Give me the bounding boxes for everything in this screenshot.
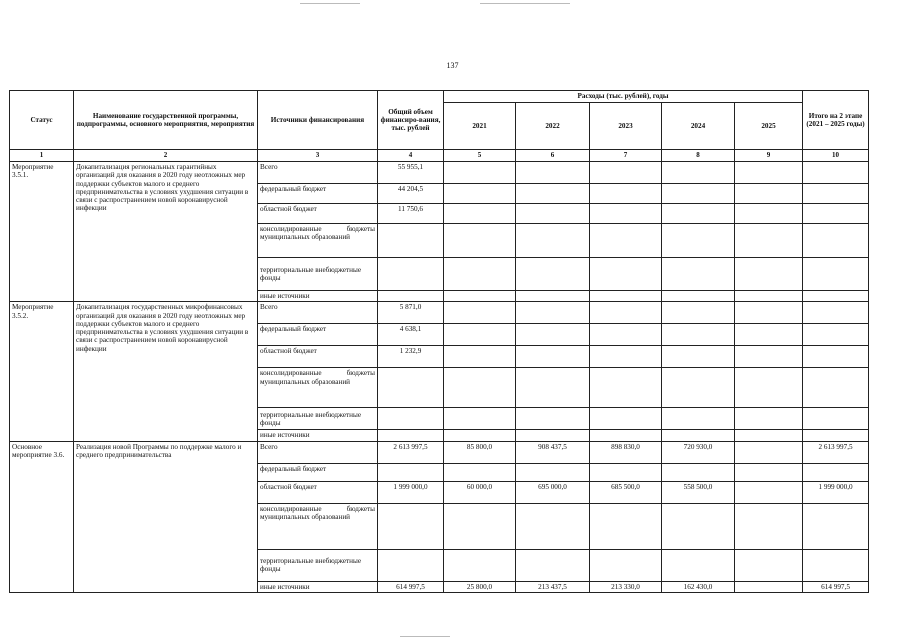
column-numbers-row (10, 150, 869, 162)
source-cell: территориальные внебюджетные фонды (258, 549, 378, 581)
header-total: Общий объем финансиро-вания, тыс. рублей (378, 91, 444, 150)
year-2021-cell (444, 549, 516, 581)
stage-total-cell (803, 368, 869, 408)
source-cell: иные источники (258, 581, 378, 592)
source-cell: федеральный бюджет (258, 463, 378, 481)
total-cell (378, 408, 444, 430)
stage-total-cell (803, 463, 869, 481)
table-row (10, 302, 869, 324)
year-2022-cell (516, 503, 590, 549)
year-2023-cell (590, 346, 662, 368)
year-2024-cell (662, 224, 735, 258)
column-number: 10 (803, 150, 869, 162)
stage-total-cell (803, 291, 869, 302)
year-2023-cell (590, 503, 662, 549)
year-2022-cell (516, 224, 590, 258)
total-cell: 614 997,5 (378, 581, 444, 592)
stage-total-cell (803, 162, 869, 184)
year-2022-cell (516, 302, 590, 324)
year-2024-cell (662, 302, 735, 324)
year-2021-cell (444, 408, 516, 430)
year-2021-cell (444, 503, 516, 549)
year-2021-cell (444, 162, 516, 184)
year-2023-cell (590, 549, 662, 581)
year-2024-cell (662, 368, 735, 408)
year-2021-cell: 60 000,0 (444, 481, 516, 503)
header-year-2022: 2022 (516, 102, 590, 149)
source-cell: областной бюджет (258, 346, 378, 368)
source-cell: областной бюджет (258, 204, 378, 224)
year-2025-cell (735, 184, 803, 204)
year-2021-cell (444, 291, 516, 302)
name-cell: Докапитализация государственных микрофинансовых организаций для оказания в 2020 году неотложных мер поддержки субъектов малого и среднего предпринимательства в условиях ухудшения ситуации в связи с распространением новой коронавирусной инфекции (74, 302, 258, 441)
year-2024-cell: 720 930,0 (662, 441, 735, 463)
year-2023-cell (590, 430, 662, 441)
stage-total-cell (803, 324, 869, 346)
year-2024-cell (662, 291, 735, 302)
source-cell: территориальные внебюджетные фонды (258, 258, 378, 291)
stage-total-cell (803, 224, 869, 258)
scan-artifact (400, 636, 450, 637)
total-cell (378, 368, 444, 408)
page-number: 137 (446, 61, 459, 70)
total-cell (378, 291, 444, 302)
source-cell: иные источники (258, 430, 378, 441)
year-2024-cell (662, 463, 735, 481)
status-cell: Основное мероприятие 3.6. (10, 441, 74, 592)
source-cell: иные источники (258, 291, 378, 302)
source-cell: территориальные внебюджетные фонды (258, 408, 378, 430)
stage-total-cell (803, 430, 869, 441)
year-2025-cell (735, 408, 803, 430)
name-cell: Докапитализация региональных гарантийных организаций для оказания в 2020 году неотложных мер поддержки субъектов малого и среднего предпринимательства в условиях ухудшения ситуации в связи с распространением новой коронавирусной инфекции (74, 162, 258, 302)
year-2023-cell: 898 830,0 (590, 441, 662, 463)
column-number: 6 (516, 150, 590, 162)
year-2021-cell (444, 204, 516, 224)
header-name: Наименование государственной программы, подпрограммы, основного мероприятия, мероприятия (74, 91, 258, 150)
column-number: 8 (662, 150, 735, 162)
table-row (10, 441, 869, 463)
year-2025-cell (735, 162, 803, 184)
year-2022-cell: 213 437,5 (516, 581, 590, 592)
column-number: 2 (74, 150, 258, 162)
column-number: 4 (378, 150, 444, 162)
total-cell (378, 430, 444, 441)
year-2024-cell (662, 549, 735, 581)
year-2021-cell (444, 184, 516, 204)
year-2025-cell (735, 463, 803, 481)
year-2024-cell (662, 162, 735, 184)
year-2023-cell (590, 204, 662, 224)
year-2022-cell (516, 549, 590, 581)
total-cell: 4 638,1 (378, 324, 444, 346)
year-2024-cell: 162 430,0 (662, 581, 735, 592)
source-cell: Всего (258, 441, 378, 463)
year-2024-cell (662, 503, 735, 549)
source-cell: консолидированные бюджеты муниципальных образований (258, 368, 378, 408)
year-2024-cell (662, 258, 735, 291)
year-2021-cell (444, 258, 516, 291)
year-2022-cell (516, 162, 590, 184)
stage-total-cell (803, 346, 869, 368)
year-2023-cell (590, 162, 662, 184)
name-cell: Реализация новой Программы по поддержке малого и среднего предпринимательства (74, 441, 258, 592)
column-number: 7 (590, 150, 662, 162)
total-cell (378, 463, 444, 481)
year-2022-cell (516, 408, 590, 430)
stage-total-cell (803, 204, 869, 224)
year-2022-cell (516, 324, 590, 346)
year-2022-cell (516, 258, 590, 291)
stage-total-cell: 614 997,5 (803, 581, 869, 592)
year-2023-cell (590, 258, 662, 291)
source-cell: областной бюджет (258, 481, 378, 503)
financing-table (9, 90, 869, 593)
year-2025-cell (735, 549, 803, 581)
source-cell: федеральный бюджет (258, 324, 378, 346)
header-year-2025: 2025 (735, 102, 803, 149)
year-2025-cell (735, 368, 803, 408)
header-year-2023: 2023 (590, 102, 662, 149)
stage-total-cell (803, 549, 869, 581)
column-number: 3 (258, 150, 378, 162)
year-2025-cell (735, 430, 803, 441)
year-2022-cell (516, 346, 590, 368)
header-expenses: Расходы (тыс. рублей), годы (444, 91, 803, 103)
total-cell: 1 232,9 (378, 346, 444, 368)
stage-total-cell (803, 503, 869, 549)
total-cell (378, 258, 444, 291)
total-cell: 2 613 997,5 (378, 441, 444, 463)
year-2025-cell (735, 302, 803, 324)
header-year-2021: 2021 (444, 102, 516, 149)
column-number: 9 (735, 150, 803, 162)
header-status: Статус (10, 91, 74, 150)
total-cell: 11 750,6 (378, 204, 444, 224)
total-cell (378, 224, 444, 258)
stage-total-cell: 2 613 997,5 (803, 441, 869, 463)
header-year-2024: 2024 (662, 102, 735, 149)
total-cell (378, 503, 444, 549)
year-2021-cell (444, 430, 516, 441)
column-number: 5 (444, 150, 516, 162)
year-2022-cell (516, 291, 590, 302)
source-cell: федеральный бюджет (258, 184, 378, 204)
year-2023-cell: 213 330,0 (590, 581, 662, 592)
scan-artifact (300, 3, 360, 4)
table-row (10, 162, 869, 184)
year-2025-cell (735, 503, 803, 549)
year-2022-cell (516, 430, 590, 441)
year-2025-cell (735, 481, 803, 503)
year-2023-cell (590, 291, 662, 302)
header-sources: Источники финансирования (258, 91, 378, 150)
year-2025-cell (735, 346, 803, 368)
year-2021-cell (444, 346, 516, 368)
scan-artifact (480, 3, 570, 4)
total-cell (378, 549, 444, 581)
stage-total-cell (803, 184, 869, 204)
stage-total-cell (803, 302, 869, 324)
stage-total-cell (803, 408, 869, 430)
year-2023-cell (590, 368, 662, 408)
year-2025-cell (735, 204, 803, 224)
year-2022-cell (516, 463, 590, 481)
year-2022-cell (516, 368, 590, 408)
stage-total-cell: 1 999 000,0 (803, 481, 869, 503)
header-stage-total: Итого на 2 этапе (2021 – 2025 годы) (803, 91, 869, 150)
year-2021-cell: 85 800,0 (444, 441, 516, 463)
year-2025-cell (735, 324, 803, 346)
year-2023-cell (590, 408, 662, 430)
year-2025-cell (735, 291, 803, 302)
year-2021-cell (444, 224, 516, 258)
year-2022-cell: 908 437,5 (516, 441, 590, 463)
year-2022-cell: 695 000,0 (516, 481, 590, 503)
total-cell: 1 999 000,0 (378, 481, 444, 503)
year-2021-cell (444, 302, 516, 324)
year-2021-cell (444, 368, 516, 408)
year-2021-cell (444, 463, 516, 481)
year-2025-cell (735, 224, 803, 258)
year-2021-cell: 25 800,0 (444, 581, 516, 592)
total-cell: 55 955,1 (378, 162, 444, 184)
year-2024-cell (662, 346, 735, 368)
year-2024-cell (662, 408, 735, 430)
source-cell: Всего (258, 302, 378, 324)
year-2022-cell (516, 204, 590, 224)
total-cell: 5 871,0 (378, 302, 444, 324)
year-2023-cell: 685 500,0 (590, 481, 662, 503)
year-2022-cell (516, 184, 590, 204)
year-2025-cell (735, 441, 803, 463)
year-2023-cell (590, 463, 662, 481)
total-cell: 44 204,5 (378, 184, 444, 204)
source-cell: консолидированные бюджеты муниципальных образований (258, 503, 378, 549)
year-2023-cell (590, 324, 662, 346)
year-2023-cell (590, 302, 662, 324)
status-cell: Мероприятие 3.5.2. (10, 302, 74, 441)
year-2024-cell: 558 500,0 (662, 481, 735, 503)
status-cell: Мероприятие 3.5.1. (10, 162, 74, 302)
year-2021-cell (444, 324, 516, 346)
year-2024-cell (662, 324, 735, 346)
source-cell: консолидированные бюджеты муниципальных образований (258, 224, 378, 258)
year-2025-cell (735, 258, 803, 291)
year-2025-cell (735, 581, 803, 592)
column-number: 1 (10, 150, 74, 162)
year-2024-cell (662, 430, 735, 441)
year-2023-cell (590, 224, 662, 258)
source-cell: Всего (258, 162, 378, 184)
year-2023-cell (590, 184, 662, 204)
year-2024-cell (662, 184, 735, 204)
stage-total-cell (803, 258, 869, 291)
year-2024-cell (662, 204, 735, 224)
